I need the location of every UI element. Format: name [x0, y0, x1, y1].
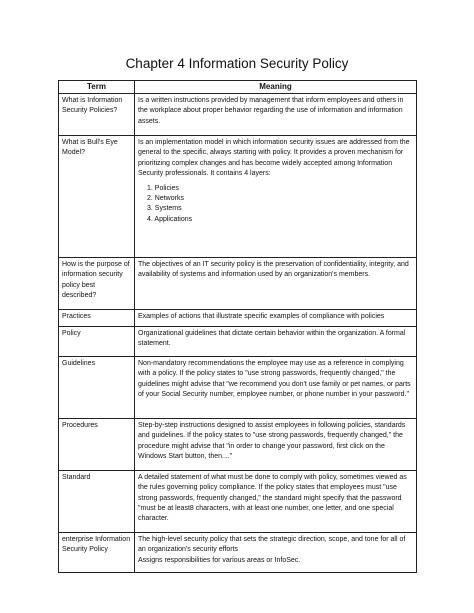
table-row: [59, 357, 417, 419]
table-row: [59, 258, 417, 310]
layer-list: [138, 184, 413, 225]
meaning-column-header: Meaning: [135, 81, 417, 94]
table-row: [59, 419, 417, 471]
term-cell: What is Information Security Policies?: [59, 94, 135, 136]
terms-table: [58, 80, 417, 573]
list-item: 4. Applications: [147, 215, 193, 223]
meaning-cell: Organizational guidelines that dictate certain behavior within the organization. A formal statement.: [135, 327, 417, 357]
term-cell: What is Bull's Eye Model?: [59, 136, 135, 258]
term-cell: Policy: [59, 327, 135, 357]
table-row: [59, 136, 417, 258]
table-row: [59, 94, 417, 136]
list-item: 2. Networks: [147, 195, 184, 203]
meaning-cell: Non-mandatory recommendations the employee may use as a reference in complying with a policy. If the policy states to "use strong passwords, frequently changed," the guidelines might advise that "we recommend you don't use family or pet names, or parts of your Social Security number, employee number, or phone number in your password.": [135, 357, 417, 419]
meaning-text: Is an implementation model in which information security issues are addressed from the general to the specific, always starting with policy. It provides a proven mechanism for prioritizing complex changes and has become widely accepted among Information Security professionals. It contains 4 layers:: [138, 139, 410, 177]
list-item: 3. Systems: [147, 205, 182, 213]
term-cell: enterprise Information Security Policy: [59, 533, 135, 573]
table-header-row: [59, 81, 417, 94]
table-row: [59, 327, 417, 357]
table-row: [59, 471, 417, 533]
table-row: [59, 533, 417, 573]
meaning-cell: A detailed statement of what must be done to comply with policy, sometimes viewed as the rules governing policy compliance. If the policy states that employees must "use strong passwords, frequently changed," the standard might specify that the password "must be at least8 characters, with at least one number, one letter, and one special character.: [135, 471, 417, 533]
meaning-text: The high-level security policy that sets the strategic direction, scope, and tone for all of an organization's security efforts: [138, 536, 406, 554]
meaning-cell: [135, 136, 417, 258]
term-cell: Procedures: [59, 419, 135, 471]
term-cell: Practices: [59, 310, 135, 327]
term-cell: Guidelines: [59, 357, 135, 419]
meaning-cell: Examples of actions that illustrate specific examples of compliance with policies: [135, 310, 417, 327]
meaning-text: Assigns responsibilities for various areas or InfoSec.: [138, 556, 301, 564]
list-item: 1. Policies: [147, 185, 179, 193]
term-cell: How is the purpose of information security policy best described?: [59, 258, 135, 310]
term-column-header: Term: [59, 81, 135, 94]
meaning-cell: Step-by-step instructions designed to assist employees in following policies, standards and guidelines. If the policy states to "use strong passwords, frequently changed," the procedure might advise that "in order to change your password, first click on the Windows Start button, then....": [135, 419, 417, 471]
page-title: Chapter 4 Information Security Policy: [125, 56, 349, 71]
term-cell: Standard: [59, 471, 135, 533]
table-row: [59, 310, 417, 327]
meaning-cell: [135, 533, 417, 573]
meaning-cell: The objectives of an IT security policy is the preservation of confidentiality, integrity, and availability of systems and information used by an organization's members.: [135, 258, 417, 310]
meaning-cell: Is a written instructions provided by management that inform employees and others in the workplace about proper behavior regarding the use of information and information assets.: [135, 94, 417, 136]
